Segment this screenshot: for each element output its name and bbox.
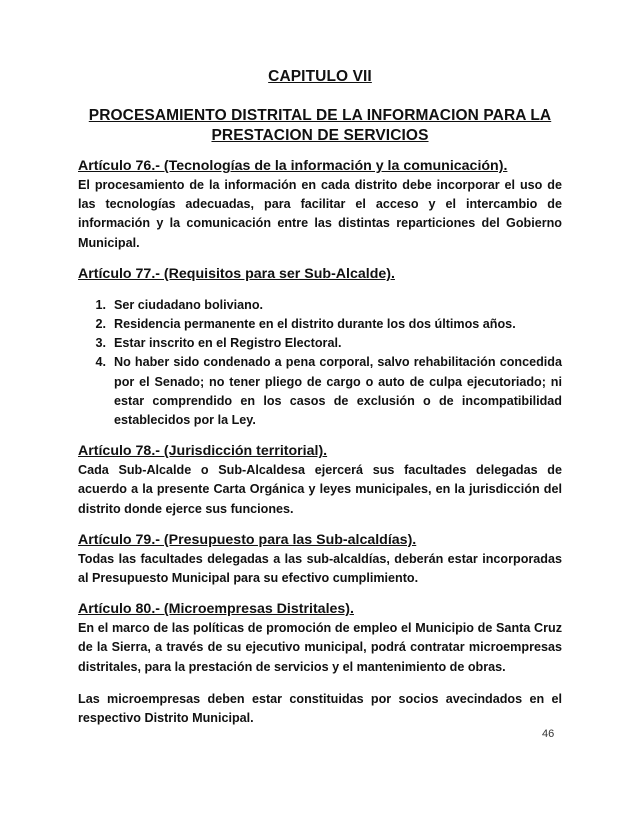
requirements-list (78, 296, 562, 430)
article-heading: Artículo 79.- (Presupuesto para las Sub-alcaldías). (78, 531, 417, 548)
article-heading: Artículo 77.- (Requisitos para ser Sub-Alcalde). (78, 265, 395, 282)
list-text: No haber sido condenado a pena corporal, salvo rehabilitación concedida por el Senado; no tener pliego de cargo o auto de culpa ejecutoriado; ni estar comprendido en los casos de exclusión o de incompatibilidad establecidos por la Ley. (114, 355, 562, 428)
article-paragraph: En el marco de las políticas de promoción de empleo el Municipio de Santa Cruz de la Sierra, a través de su ejecutivo municipal, podrá contratar microempresas distritales, para la prestación de servicios y el mantenimiento de obras. (78, 621, 562, 674)
page-number: 46 (542, 728, 555, 740)
article-78 (78, 442, 562, 519)
article-76 (78, 157, 562, 253)
chapter-heading: CAPITULO VII (268, 68, 372, 85)
list-item (78, 296, 562, 315)
list-number: 1. (95, 297, 106, 312)
list-number: 4. (95, 355, 106, 370)
article-heading: Artículo 80.- (Microempresas Distritales). (78, 601, 354, 618)
article-paragraph: Todas las facultades delegadas a las sub-alcaldías, deberán estar incorporadas al Presupuesto Municipal para su efectivo cumplimiento. (78, 551, 562, 586)
article-paragraph: El procesamiento de la información en cada distrito debe incorporar el uso de las tecnologías adecuadas, para facilitar el acceso y el intercambio de información y la comunicación entre las distintas reparticiones del Gobierno Municipal. (78, 178, 562, 250)
list-text: Residencia permanente en el distrito durante los dos últimos años. (114, 317, 516, 332)
article-80 (78, 600, 562, 728)
list-number: 2. (95, 317, 106, 332)
article-79 (78, 531, 562, 588)
article-77 (78, 265, 562, 430)
document-page (78, 68, 562, 728)
list-item (78, 353, 562, 430)
list-item (78, 334, 562, 353)
list-text: Estar inscrito en el Registro Electoral. (114, 336, 342, 351)
list-number: 3. (95, 336, 106, 351)
chapter-title: PROCESAMIENTO DISTRITAL DE LA INFORMACION PARA LA PRESTACION DE SERVICIOS (88, 107, 552, 144)
article-paragraph: Cada Sub-Alcalde o Sub-Alcaldesa ejercerá sus facultades delegadas de acuerdo a la presente Carta Orgánica y leyes municipales, en la jurisdicción del distrito donde ejerce sus funciones. (78, 463, 562, 516)
list-text: Ser ciudadano boliviano. (114, 297, 264, 312)
article-heading: Artículo 78.- (Jurisdicción territorial). (78, 443, 328, 460)
article-paragraph: Las microempresas deben estar constituidas por socios avecindados en el respectivo Distrito Municipal. (78, 691, 562, 726)
article-heading: Artículo 76.- (Tecnologías de la información y la comunicación). (78, 158, 508, 174)
list-item (78, 315, 562, 334)
